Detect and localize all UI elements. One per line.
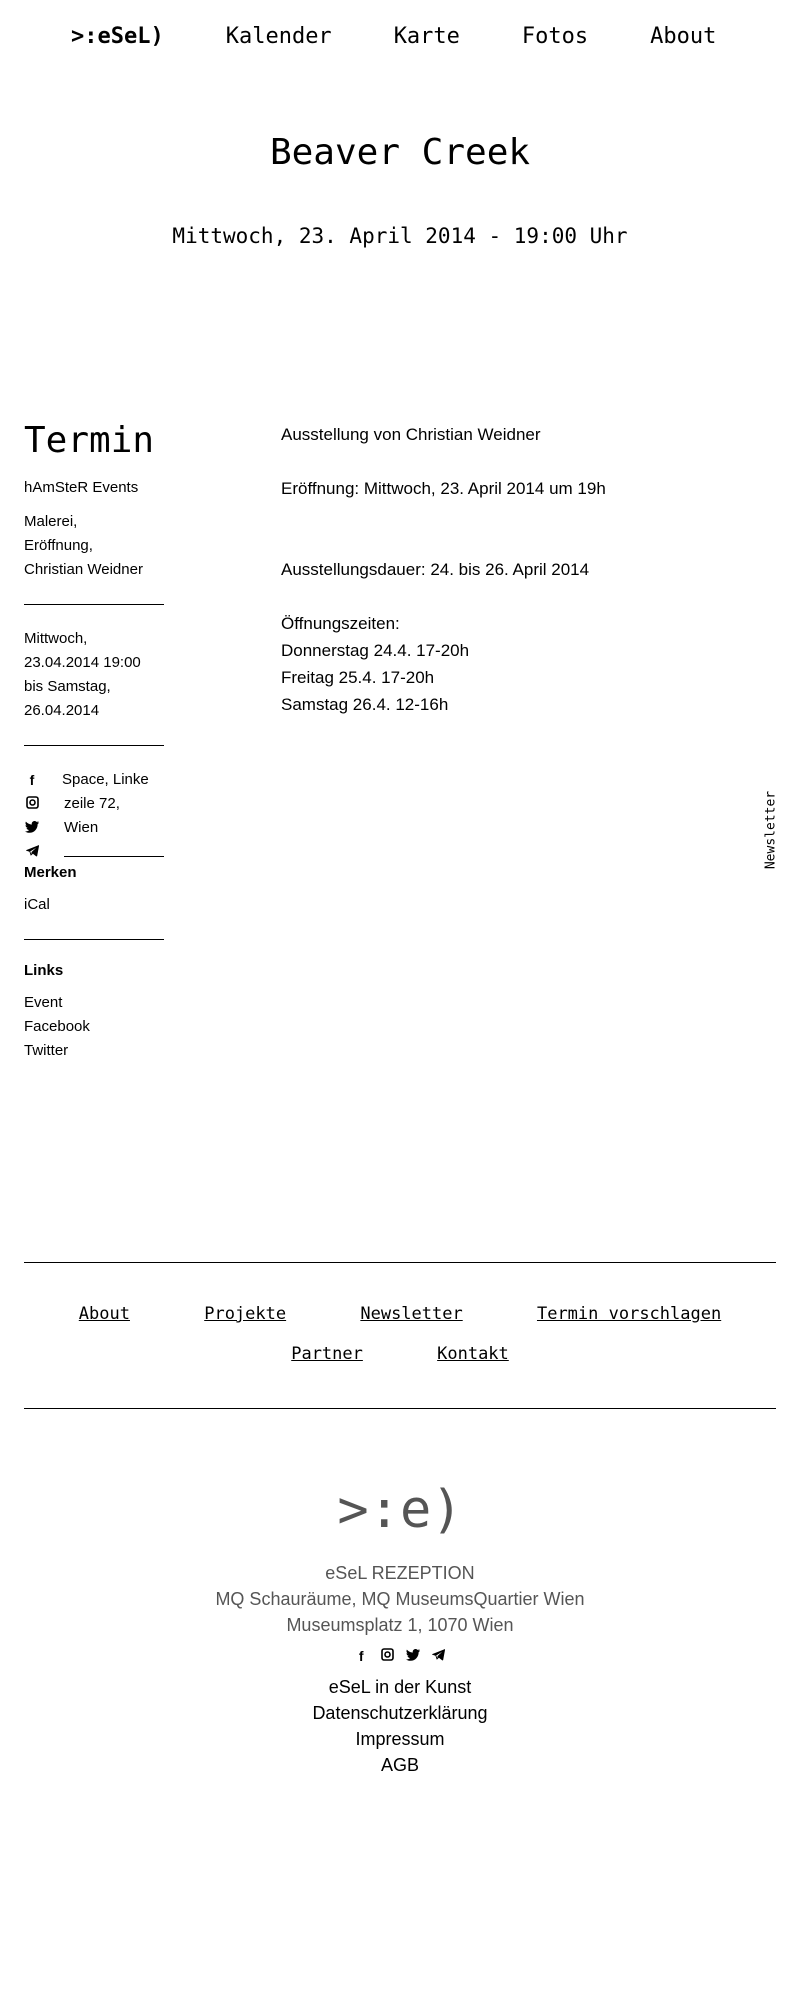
links-label: Links [24,962,64,979]
telegram-icon[interactable] [428,1648,450,1664]
newsletter-tab-label: Newsletter [763,790,779,870]
nav-kalender[interactable]: Kalender [225,23,332,49]
hours-label: Öffnungszeiten: [281,614,400,633]
nav-about[interactable]: About [650,23,717,49]
hours-line: Freitag 25.4. 17-20h [281,668,435,687]
organizer-link[interactable]: hAmSteR Events [24,479,139,496]
footer-social-icons [0,1648,800,1664]
footer-nav-row [0,1344,800,1364]
event-when [24,627,164,723]
facebook-link[interactable]: Facebook [24,1018,90,1035]
newsletter-tab[interactable] [758,790,784,870]
when-line: bis Samstag, [24,678,111,695]
share-icons [24,768,44,864]
logo-link[interactable]: >:eSeL) [71,23,164,49]
telegram-icon[interactable] [24,840,40,864]
tag-item[interactable]: Malerei, [24,513,78,530]
tag-item[interactable]: Eröffnung, [24,537,93,554]
share-and-venue [24,768,164,864]
description-line: Eröffnung: Mittwoch, 23. April 2014 um 19h [281,479,606,498]
event-date: Mittwoch, 23. April 2014 - 19:00 Uhr [172,224,628,248]
footer-divider [24,1408,776,1409]
footer-logo: >:e) [337,1480,463,1540]
venue-divider [64,856,164,857]
address-line: MQ Schauräume, MQ MuseumsQuartier Wien [215,1589,585,1609]
merken-label: Merken [24,864,77,881]
tag-item[interactable]: Christian Weidner [24,561,143,578]
event-link[interactable]: Event [24,994,63,1011]
tag-list [24,510,164,582]
event-sidebar [24,420,164,1063]
twitter-link[interactable]: Twitter [24,1042,69,1059]
facebook-icon[interactable]: f [358,1648,364,1664]
divider [24,939,164,940]
sidebar-heading: Termin [24,420,155,461]
top-nav [71,20,778,52]
venue-line: zeile 72, [64,795,120,812]
venue-line: Wien [64,819,99,836]
footer-address [0,1560,800,1638]
footer-link-impressum[interactable]: Impressum [355,1729,445,1749]
instagram-icon[interactable] [24,792,40,816]
instagram-icon[interactable] [376,1648,398,1664]
event-title: Beaver Creek [269,132,531,173]
address-line: Museumsplatz 1, 1070 Wien [286,1615,514,1635]
address-line: eSeL REZEPTION [325,1563,475,1583]
footer-link-kontakt[interactable]: Kontakt [437,1344,509,1364]
ical-link[interactable]: iCal [24,896,50,913]
footer-nav-row [0,1304,800,1324]
nav-karte[interactable]: Karte [393,23,460,49]
footer-link-partner[interactable]: Partner [291,1344,363,1364]
divider [24,745,164,746]
footer-link-newsletter[interactable]: Newsletter [360,1304,463,1324]
when-line: Mittwoch, [24,630,88,647]
footer-links [0,1674,800,1778]
footer-link-termin-vorschlagen[interactable]: Termin vorschlagen [536,1304,722,1324]
event-description [281,421,741,718]
nav-fotos[interactable]: Fotos [521,23,589,49]
twitter-icon[interactable] [24,816,40,840]
venue-line: Space, Linke [62,771,149,788]
when-line: 23.04.2014 19:00 [24,654,141,671]
twitter-icon[interactable] [402,1648,424,1664]
footer-link-about[interactable]: About [78,1304,130,1324]
footer-link-esel-kunst[interactable]: eSeL in der Kunst [328,1677,472,1697]
description-line: Ausstellung von Christian Weidner [281,425,541,444]
footer-link-datenschutz[interactable]: Datenschutzerklärung [312,1703,488,1723]
venue-address[interactable] [62,768,164,840]
footer-link-agb[interactable]: AGB [380,1755,419,1775]
facebook-icon[interactable]: f [29,772,35,788]
hours-line: Samstag 26.4. 12-16h [281,695,449,714]
footer-divider [24,1262,776,1263]
hours-line: Donnerstag 24.4. 17-20h [281,641,470,660]
when-line: 26.04.2014 [24,702,100,719]
description-line: Ausstellungsdauer: 24. bis 26. April 2014 [281,560,590,579]
footer-link-projekte[interactable]: Projekte [204,1304,287,1324]
divider [24,604,164,605]
